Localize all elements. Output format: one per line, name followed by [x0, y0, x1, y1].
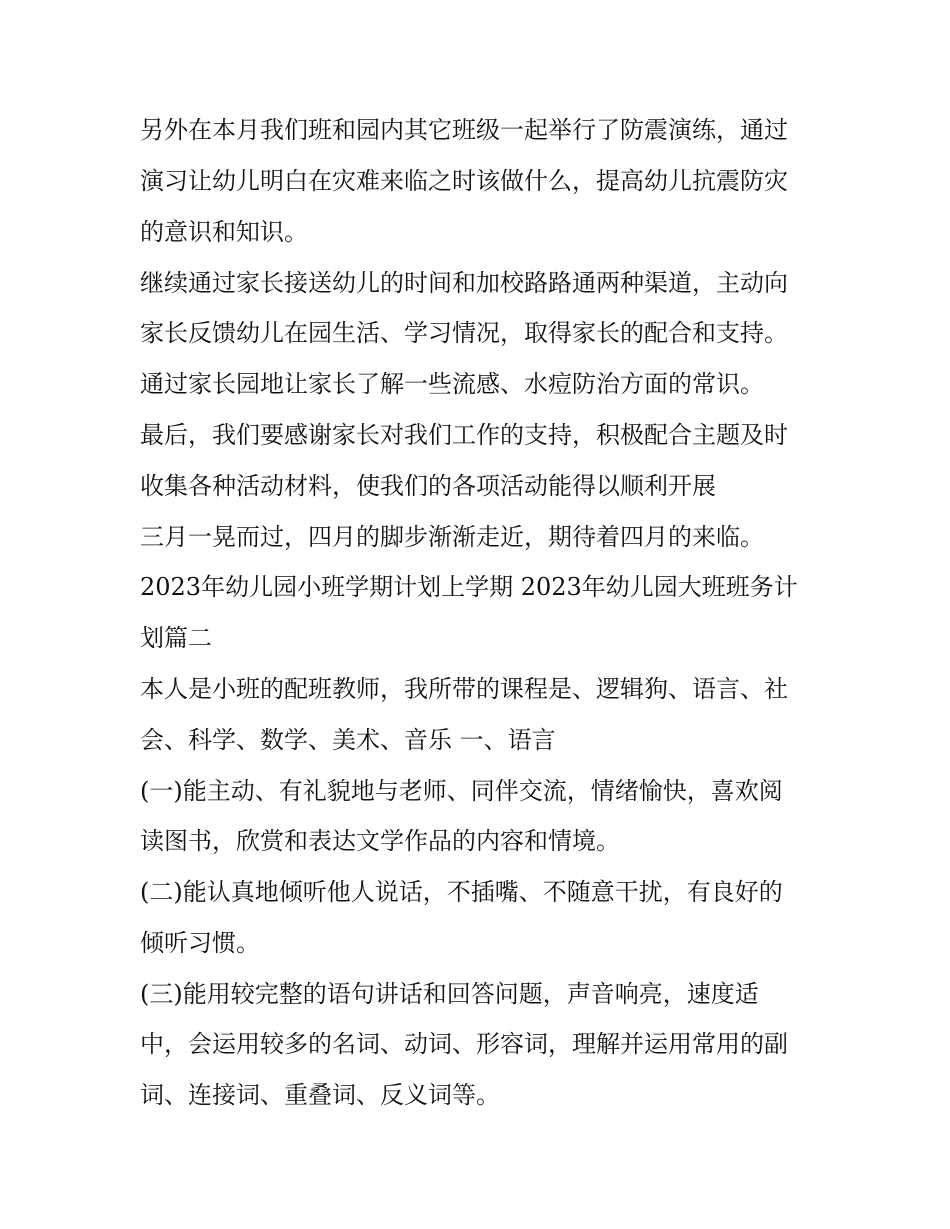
text-line: 中，会运用较多的名词、动词、形容词，理解并运用常用的副	[140, 1030, 788, 1058]
text-line: 三月一晃而过，四月的脚步渐渐走近，期待着四月的来临。	[140, 523, 764, 551]
text-line: (二)能认真地倾听他人说话，不插嘴、不随意干扰，有良好的	[140, 878, 783, 906]
text-line: 收集各种活动材料，使我们的各项活动能得以顺利开展	[140, 472, 716, 500]
text-line: 通过家长园地让家长了解一些流感、水痘防治方面的常识。	[140, 370, 764, 398]
text-line: 倾听习惯。	[140, 929, 260, 957]
text-line: 本人是小班的配班教师，我所带的课程是、逻辑狗、语言、社	[140, 675, 788, 703]
text-line: (三)能用较完整的语句讲话和回答问题，声音响亮，速度适	[140, 980, 759, 1008]
text-line: 家长反馈幼儿在园生活、学习情况，取得家长的配合和支持。	[140, 319, 788, 347]
text-line: 另外在本月我们班和园内其它班级一起举行了防震演练，通过	[140, 116, 788, 144]
text-line: 划篇二	[140, 624, 212, 652]
text-line: 继续通过家长接送幼儿的时间和加校路路通两种渠道，主动向	[140, 269, 788, 297]
text-line: (一)能主动、有礼貌地与老师、同伴交流，情绪愉快，喜欢阅	[140, 777, 783, 805]
text-line: 读图书，欣赏和表达文学作品的内容和情境。	[140, 827, 620, 855]
text-line: 词、连接词、重叠词、反义词等。	[140, 1081, 500, 1109]
text-line: 的意识和知识。	[140, 218, 308, 246]
text-line: 最后，我们要感谢家长对我们工作的支持，积极配合主题及时	[140, 421, 788, 449]
text-line: 演习让幼儿明白在灾难来临之时该做什么，提高幼儿抗震防灾	[140, 167, 788, 195]
text-line: 2023年幼儿园小班学期计划上学期 2023年幼儿园大班班务计	[140, 573, 798, 601]
text-line: 会、科学、数学、美术、音乐 一、语言	[140, 726, 556, 754]
